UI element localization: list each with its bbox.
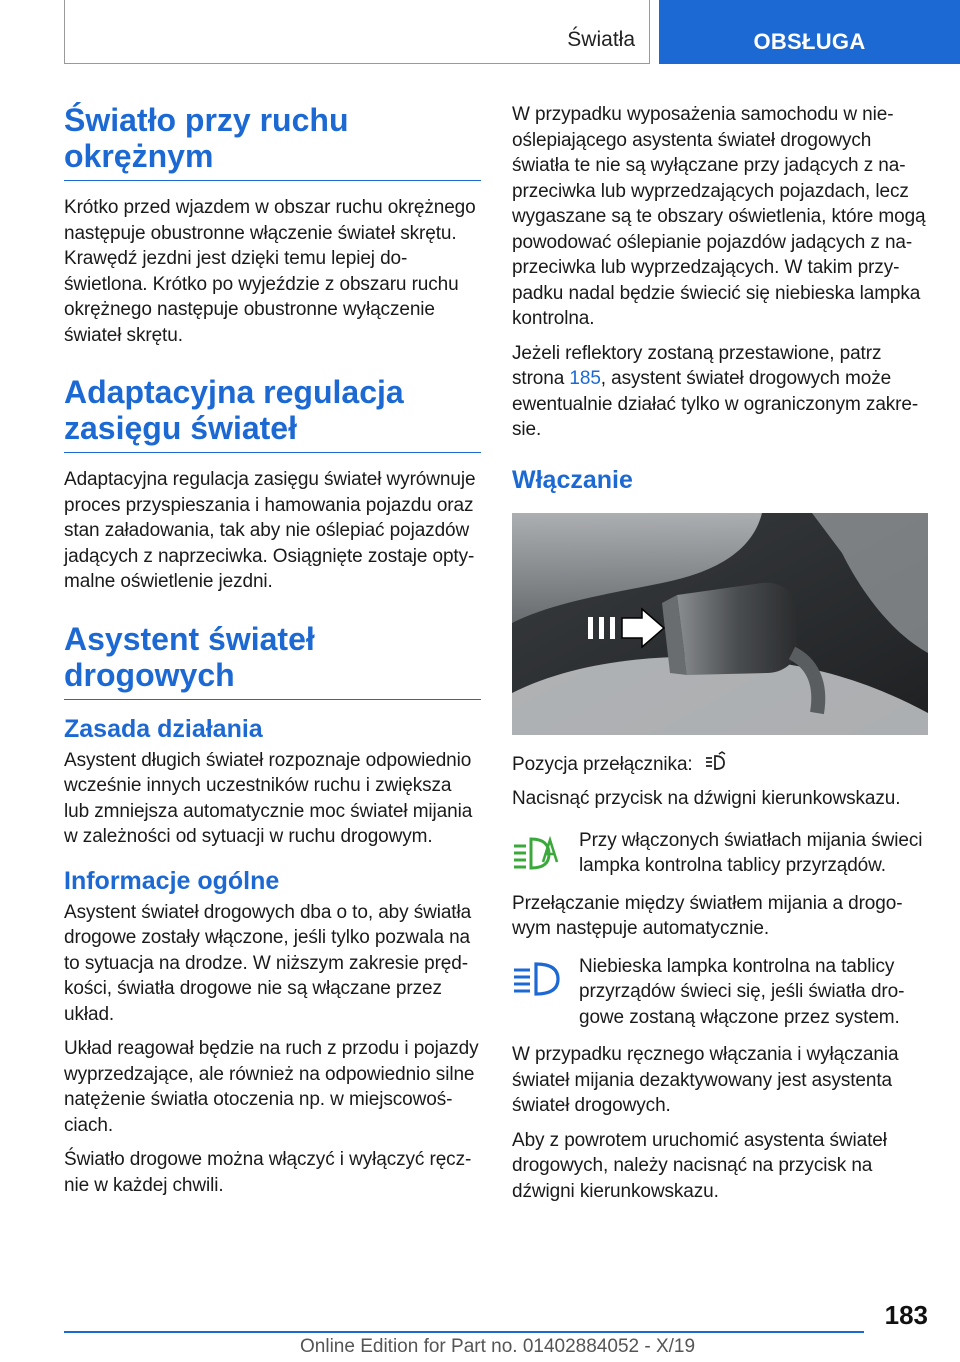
heading-high-beam-assist: Asystent świateł drogowych: [64, 621, 481, 700]
adaptive-range-text: Adaptacyjna regulacja zasięgu świateł wyrównuje proces przyspieszania i hamowania pojazdu oraz stan załadowania, tak aby nie oślepiać pojazdów jadących z naprzeciwka. Osiągnięte zostaje optymalne oświetlenie jezdni.: [64, 469, 476, 592]
principle-text: Asystent długich świateł rozpoznaje odpowiednio wcześnie innych uczestników ruchu i zwiększa lub zmniejsza automatycznie moc świateł mijania w zależności od sytuacji w ruchu drogowym.: [64, 749, 473, 847]
headlight-adjust-text: Jeżeli reflektory zostaną przestawione, patrz strona 185, asystent świateł drogowych może ewentualnie działać tylko w ograniczonym zakresie.: [512, 342, 919, 440]
header-frame: [64, 0, 650, 64]
page-number: 183: [884, 1300, 928, 1330]
subheading-general-info: Informacje ogólne: [64, 866, 280, 895]
roundabout-text: Krótko przed wjazdem w obszar ruchu okrężnego następuje obustronne włączenie świateł skrętu. Krawędź jezdni jest dzięki temu lepiej doświetlona. Krótko po wyjeździe z obszaru ruchu okrężnego następuje obustronne wyłączenie świateł skrętu.: [64, 197, 476, 346]
reactivate-text: Aby z powrotem uruchomić asystenta świateł drogowych, należy nacisnąć na przycisk na dźwigni kierunkowskazu.: [512, 1129, 887, 1202]
footer-divider: [64, 1331, 864, 1333]
auto-high-beam-indicator-green-icon: [512, 832, 562, 874]
high-beam-assist-icon: [704, 751, 728, 773]
subheading-activation: Włączanie: [512, 465, 633, 494]
switch-position-line: Pozycja przełącznika:: [512, 751, 928, 778]
indicator-blue-row: [512, 954, 928, 1031]
auto-switch-text: Przełączanie między światłem mijania a drogowym następuje automatycznie.: [512, 892, 903, 939]
general-info-text-3: Światło drogowe można włączyć i wyłączyć ręcznie w każdej chwili.: [64, 1149, 472, 1196]
subheading-principle: Zasada działania: [64, 714, 263, 743]
edition-footer: Online Edition for Part no. 01402884052 - X/19: [300, 1336, 696, 1357]
general-info-text-2: Układ reagował będzie na ruch z przodu i pojazdy wyprzedzające, ale również na odpowiednio silne natężenie światła otoczenia np. w miejscowościach.: [64, 1038, 479, 1136]
indicator-green-row: [512, 828, 928, 879]
anti-dazzle-text: W przypadku wyposażenia samochodu w nieoślepiającego asystenta świateł drogowych światła te nie są wyłączane przy jadących z naprzeciwka lub wyprzedzających pojazdach, lecz wygaszane są te obszary oświetlenia, które mogą powodować oślepianie pojazdów jadących z naprzeciwka lub wyprzedzających. W takim przypadku nadal będzie świecić się niebieska lampka kontrolna.: [512, 104, 926, 329]
high-beam-indicator-blue-icon: [512, 958, 562, 1000]
general-info-text-1: Asystent świateł drogowych dba o to, aby światła drogowe zostały włączone, jeśli tylko pozwala na to sytuacja na drodze. W niższym zakresie prędkości, światła drogowe nie są włączane przez układ.: [64, 901, 472, 1025]
page-link[interactable]: 185: [569, 368, 601, 389]
manual-override-text: W przypadku ręcznego włączania i wyłączania świateł mijania dezaktywowany jest asystenta świateł drogowych.: [512, 1044, 899, 1116]
right-column: [512, 102, 928, 1213]
indicator-blue-text: Niebieska lampka kontrolna na tablicy przyrządów świeci się, jeśli światła drogowe zostaną włączone przez system.: [579, 955, 905, 1028]
section-title: Światła: [567, 28, 635, 51]
heading-roundabout-light: Światło przy ruchu okrężnym: [64, 102, 481, 181]
left-column: [64, 102, 481, 1207]
chapter-tab[interactable]: OBSŁUGA: [659, 0, 960, 64]
press-button-text: Nacisnąć przycisk na dźwigni kierunkowskazu.: [512, 788, 901, 809]
indicator-green-text: Przy włączonych światłach mijania świeci lampka kontrolna tablicy przyrządów.: [579, 829, 923, 876]
turn-signal-lever-photo: [512, 513, 928, 735]
heading-adaptive-range: Adaptacyjna regulacja zasięgu świateł: [64, 374, 481, 453]
